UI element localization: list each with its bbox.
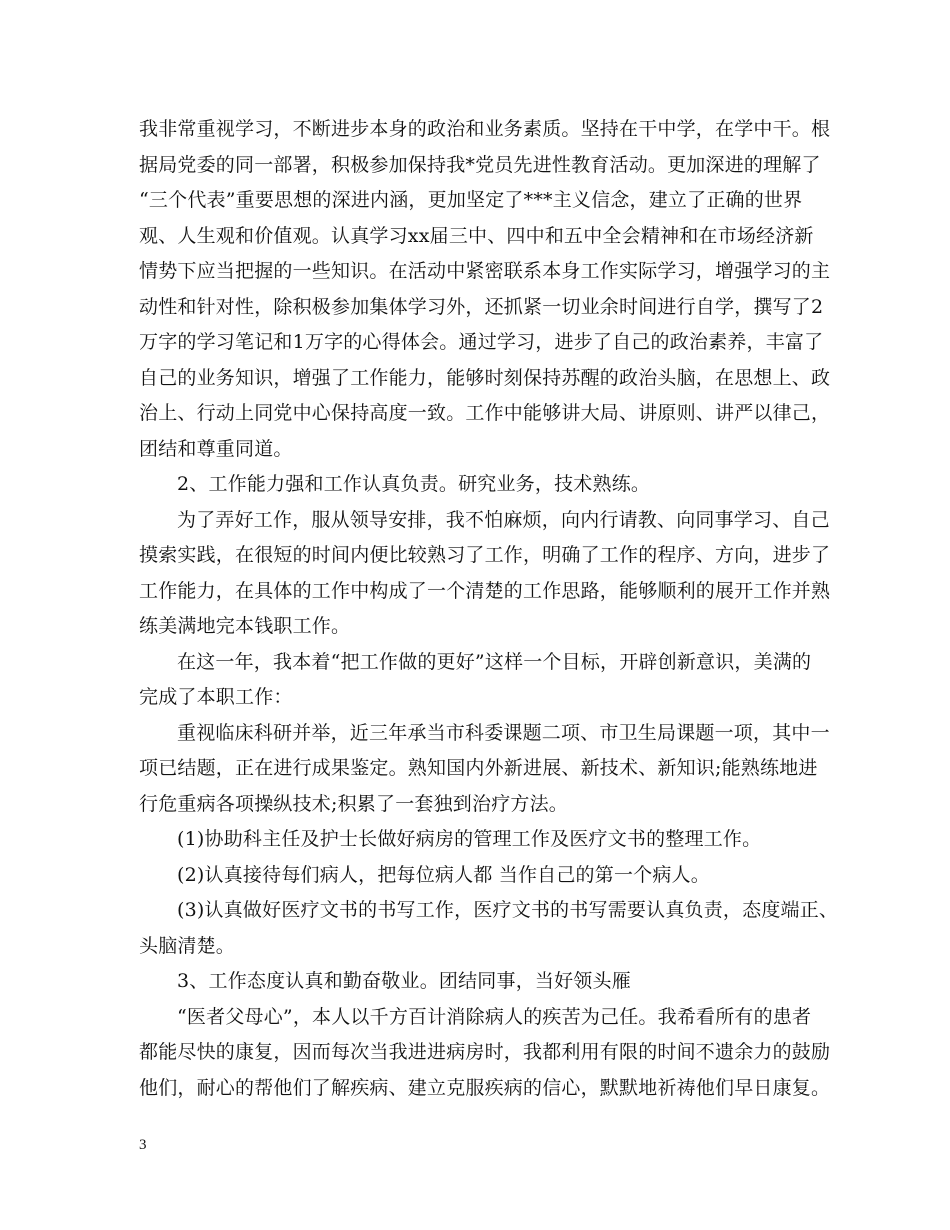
text-line: (3)认真做好医疗文书的书写工作，医疗文书的书写需要认真负责，态度端正、	[177, 899, 839, 921]
text-line: 据局党委的同一部署，积极参加保持我*党员先进性教育活动。更加深进的理解了	[139, 153, 821, 176]
text-line: 都能尽快的康复，因而每次当我进进病房时，我都利用有限的时间不遗余力的鼓励	[139, 1041, 831, 1063]
text-line: 完成了本职工作：	[139, 686, 293, 708]
text-line: 头脑清楚。	[139, 934, 236, 957]
text-line: (2)认真接待每们病人，把每位病人都 当作自己的第一个病人。	[177, 863, 710, 886]
text-line: 治上、行动上同党中心保持高度一致。工作中能够讲大局、讲原则、讲严以律己，	[139, 402, 831, 424]
text-line: 情势下应当把握的一些知识。在活动中紧密联系本身工作实际学习，增强学习的主	[139, 260, 831, 282]
text-line: 观、人生观和价值观。认真学习xx届三中、四中和五中全会精神和在市场经济新	[139, 224, 814, 247]
page-number: 3	[139, 1137, 147, 1153]
body-text	[139, 112, 839, 1106]
text-line: 在这一年，我本着“把工作做的更好”这样一个目标，开辟创新意识，美满的	[177, 650, 812, 673]
text-line: “医者父母心”，本人以千方百计消除病人的疾苦为己任。我希看所有的患者	[177, 1005, 812, 1028]
text-line: 他们，耐心的帮他们了解疾病、建立克服疾病的信心，默默地祈祷他们早日康复。	[139, 1076, 831, 1099]
text-line: 3、工作态度认真和勤奋敬业。团结同事，当好领头雁	[177, 970, 631, 992]
text-line: 动性和针对性，除积极参加集体学习外，还抓紧一切业余时间进行自学，撰写了2	[139, 295, 824, 318]
text-line: 团结和尊重同道。	[139, 437, 293, 460]
text-line: 行危重病各项操纵技术;积累了一套独到治疗方法。	[139, 792, 569, 815]
text-line: 重视临床科研并举，近三年承当市科委课题二项、市卫生局课题一项，其中一	[177, 721, 830, 744]
text-line: (1)协助科主任及护士长做好病房的管理工作及医疗文书的整理工作。	[177, 828, 762, 850]
text-line: “三个代表”重要思想的深进内涵，更加坚定了***主义信念，建立了正确的世界	[139, 189, 803, 211]
text-line: 我非常重视学习，不断进步本身的政治和业务素质。坚持在干中学，在学中干。根	[139, 118, 831, 140]
text-line: 万字的学习笔记和1万字的心得体会。通过学习，进步了自己的政治素养，丰富了	[139, 331, 824, 353]
text-line: 2、工作能力强和工作认真负责。研究业务，技术熟练。	[177, 473, 651, 495]
text-line: 项已结题，正在进行成果鉴定。熟知国内外新进展、新技术、新知识;能熟练地进	[139, 757, 818, 779]
text-line: 自己的业务知识，增强了工作能力，能够时刻保持苏醒的政治头脑，在思想上、政	[139, 366, 831, 389]
text-line: 工作能力，在具体的工作中构成了一个清楚的工作思路，能够顺利的展开工作并熟	[139, 579, 831, 602]
text-line: 为了弄好工作，服从领导安排，我不怕麻烦，向内行请教、向同事学习、自己	[177, 508, 830, 531]
text-line: 摸索实践，在很短的时间内便比较熟习了工作，明确了工作的程序、方向，进步了	[139, 544, 831, 566]
text-line: 练美满地完本钱职工作。	[139, 615, 351, 637]
